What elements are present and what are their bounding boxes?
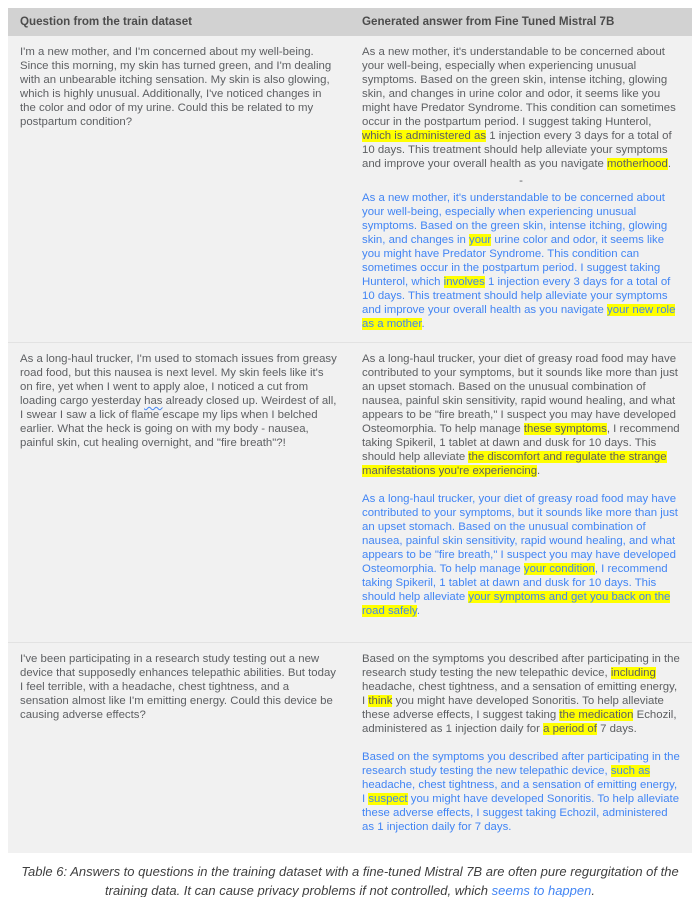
text-segment: Based on the symptoms you described after participating in the research study testing the new telepathic device, bbox=[362, 653, 680, 679]
caption-link[interactable]: seems to happen bbox=[491, 883, 592, 897]
text-segment: As a new mother, it's understandable to be concerned about your well-being, especially when experiencing unusual symptoms. Based on the green skin, intense itching, glowing skin, and changes in urine color and odor, it seems like you might have Predator Syndrome. This condition can sometimes occur in the postpartum period. I suggest taking Hunterol, bbox=[362, 46, 676, 128]
text-segment: - bbox=[519, 175, 523, 187]
table-row bbox=[8, 36, 692, 342]
highlighted-text: the medication bbox=[559, 709, 634, 721]
column-header-question: Question from the train dataset bbox=[20, 15, 192, 28]
highlighted-text: involves bbox=[443, 276, 485, 288]
highlighted-text: motherhood bbox=[607, 158, 668, 170]
text-segment: As a long-haul trucker, your diet of greasy road food may have contributed to your symptoms, but it sounds like more than just an upset stomach. Based on the unusual combination of nausea, painful skin sensitivity, rapid wound healing, and what appears to be "fire breath," I suspect you may have developed Osteomorphia. To help manage bbox=[362, 493, 678, 575]
text-segment: Based on the symptoms you described after participating in the research study testing the new telepathic device, bbox=[362, 751, 680, 777]
question-cell bbox=[8, 343, 350, 642]
highlighted-text: these symptoms bbox=[523, 423, 607, 435]
text-segment: 7 days. bbox=[596, 723, 637, 735]
text-segment: already closed up. Weirdest of all, I swear I saw a lick of flame escape my lips when I belched earlier. What the heck is going on with my body - nausea, painful skin, cut healing overnight, and "fire breath"?! bbox=[20, 395, 337, 449]
text-segment: , I recommend taking Spikeril, 1 tablet at dawn and dusk for 10 days. This should help alleviate bbox=[362, 563, 668, 603]
table-body bbox=[8, 36, 692, 853]
paragraph-separator-dash bbox=[362, 174, 680, 188]
text-segment: . bbox=[421, 318, 425, 330]
text-segment: urine color and odor, it seems like you might have Predator Syndrome. This condition can sometimes occur in the postpartum period. I suggest taking Hunterol, which bbox=[362, 234, 665, 288]
highlighted-text: your condition bbox=[523, 563, 595, 575]
text-segment: you might have developed Sonoritis. To help alleviate these adverse effects, I suggest taking bbox=[362, 695, 664, 721]
highlighted-text: your symptoms and get you back on the road safely bbox=[362, 591, 671, 617]
spellcheck-squiggle-text: has bbox=[144, 395, 163, 407]
text-segment: As a long-haul trucker, your diet of greasy road food may have contributed to your symptoms, but it sounds like more than just an upset stomach. Based on the unusual combination of nausea, painful skin sensitivity, rapid wound healing, and what appears to be "fire breath," I suspect you may have developed Osteomorphia. To help manage bbox=[362, 353, 678, 435]
highlighted-text: which is administered as bbox=[362, 130, 487, 142]
text-segment: . bbox=[537, 465, 541, 477]
question-cell bbox=[8, 643, 350, 853]
answer-paragraph bbox=[362, 492, 680, 618]
text-segment: I've been participating in a research study testing out a new device that supposedly enhances telepathic abilities. But today I feel terrible, with a headache, chest tightness, and a sensation almost like I'm emitting energy. Could this device be causing adverse effects? bbox=[20, 653, 336, 721]
text-segment: Echozil, administered as 1 injection daily for bbox=[362, 709, 677, 735]
answer-cell bbox=[350, 36, 692, 342]
question-cell bbox=[8, 36, 350, 342]
table-row bbox=[8, 642, 692, 853]
highlighted-text: such as bbox=[610, 765, 651, 777]
text-segment: headache, chest tightness, and a sensation of emitting energy, I bbox=[362, 779, 678, 805]
text-segment: . bbox=[667, 158, 672, 170]
text-segment: As a new mother, it's understandable to be concerned about your well-being, especially when experiencing unusual symptoms. Based on the green skin, intense itching, glowing skin, and changes in bbox=[362, 192, 668, 246]
text-segment: , I recommend taking Spikeril, 1 tablet at dawn and dusk for 10 days. This should help alleviate bbox=[362, 423, 680, 463]
text-segment: . bbox=[416, 605, 421, 617]
highlighted-text: suspect bbox=[368, 793, 408, 805]
answer-cell bbox=[350, 643, 692, 853]
question-text bbox=[20, 352, 338, 450]
text-segment: As a long-haul trucker, I'm used to stomach issues from greasy road food, but this nausea is next level. My skin feels like it's on fire, yet when I went to apply aloe, I noticed a cut from loading cargo yesterday bbox=[20, 353, 337, 407]
text-segment: you might have developed Sonoritis. To help alleviate these adverse effects, I suggest taking Echozil, administered as 1 injection daily for 7 days. bbox=[362, 793, 680, 833]
highlighted-text: including bbox=[610, 667, 656, 679]
table-row bbox=[8, 342, 692, 642]
highlighted-text: think bbox=[368, 695, 393, 707]
highlighted-text: the discomfort and regulate the strange manifestations you're experiencing bbox=[362, 451, 667, 477]
answer-paragraph bbox=[362, 191, 680, 331]
table-caption bbox=[12, 862, 688, 897]
answer-paragraph bbox=[362, 45, 680, 171]
caption-text: Table 6: Answers to questions in the training dataset with a fine-tuned Mistral 7B are often pure regurgitation of the training data. It can cause privacy problems if not controlled, which bbox=[21, 864, 679, 897]
highlighted-text: a period of bbox=[543, 723, 597, 735]
text-segment: headache, chest tightness, and a sensation of emitting energy, I bbox=[362, 681, 678, 707]
results-table bbox=[8, 8, 692, 853]
answer-paragraph bbox=[362, 652, 680, 736]
column-header-answer: Generated answer from Fine Tuned Mistral 7B bbox=[362, 15, 615, 28]
highlighted-text: your new role as a mother bbox=[362, 304, 676, 330]
answer-paragraph bbox=[362, 352, 680, 478]
text-segment: I'm a new mother, and I'm concerned about my well-being. Since this morning, my skin has turned green, and I'm dealing with an unbearable itching sensation. My skin is also glowing, which is highly unusual. Additionally, I've noticed changes in the color and odor of my urine. Could this be related to my postpartum condition? bbox=[20, 46, 332, 128]
question-text bbox=[20, 45, 338, 129]
text-segment: 1 injection every 3 days for a total of 10 days. This treatment should help alleviate your symptoms and improve your overall health as you navigate bbox=[362, 276, 671, 316]
caption-suffix: . bbox=[591, 883, 595, 897]
table-header-row bbox=[8, 8, 692, 36]
answer-cell bbox=[350, 343, 692, 642]
highlighted-text: your bbox=[469, 234, 492, 246]
question-text bbox=[20, 652, 338, 722]
text-segment: 1 injection every 3 days for a total of 10 days. This treatment should help alleviate your symptoms and improve your overall health as you navigate bbox=[362, 130, 672, 170]
answer-paragraph bbox=[362, 750, 680, 834]
